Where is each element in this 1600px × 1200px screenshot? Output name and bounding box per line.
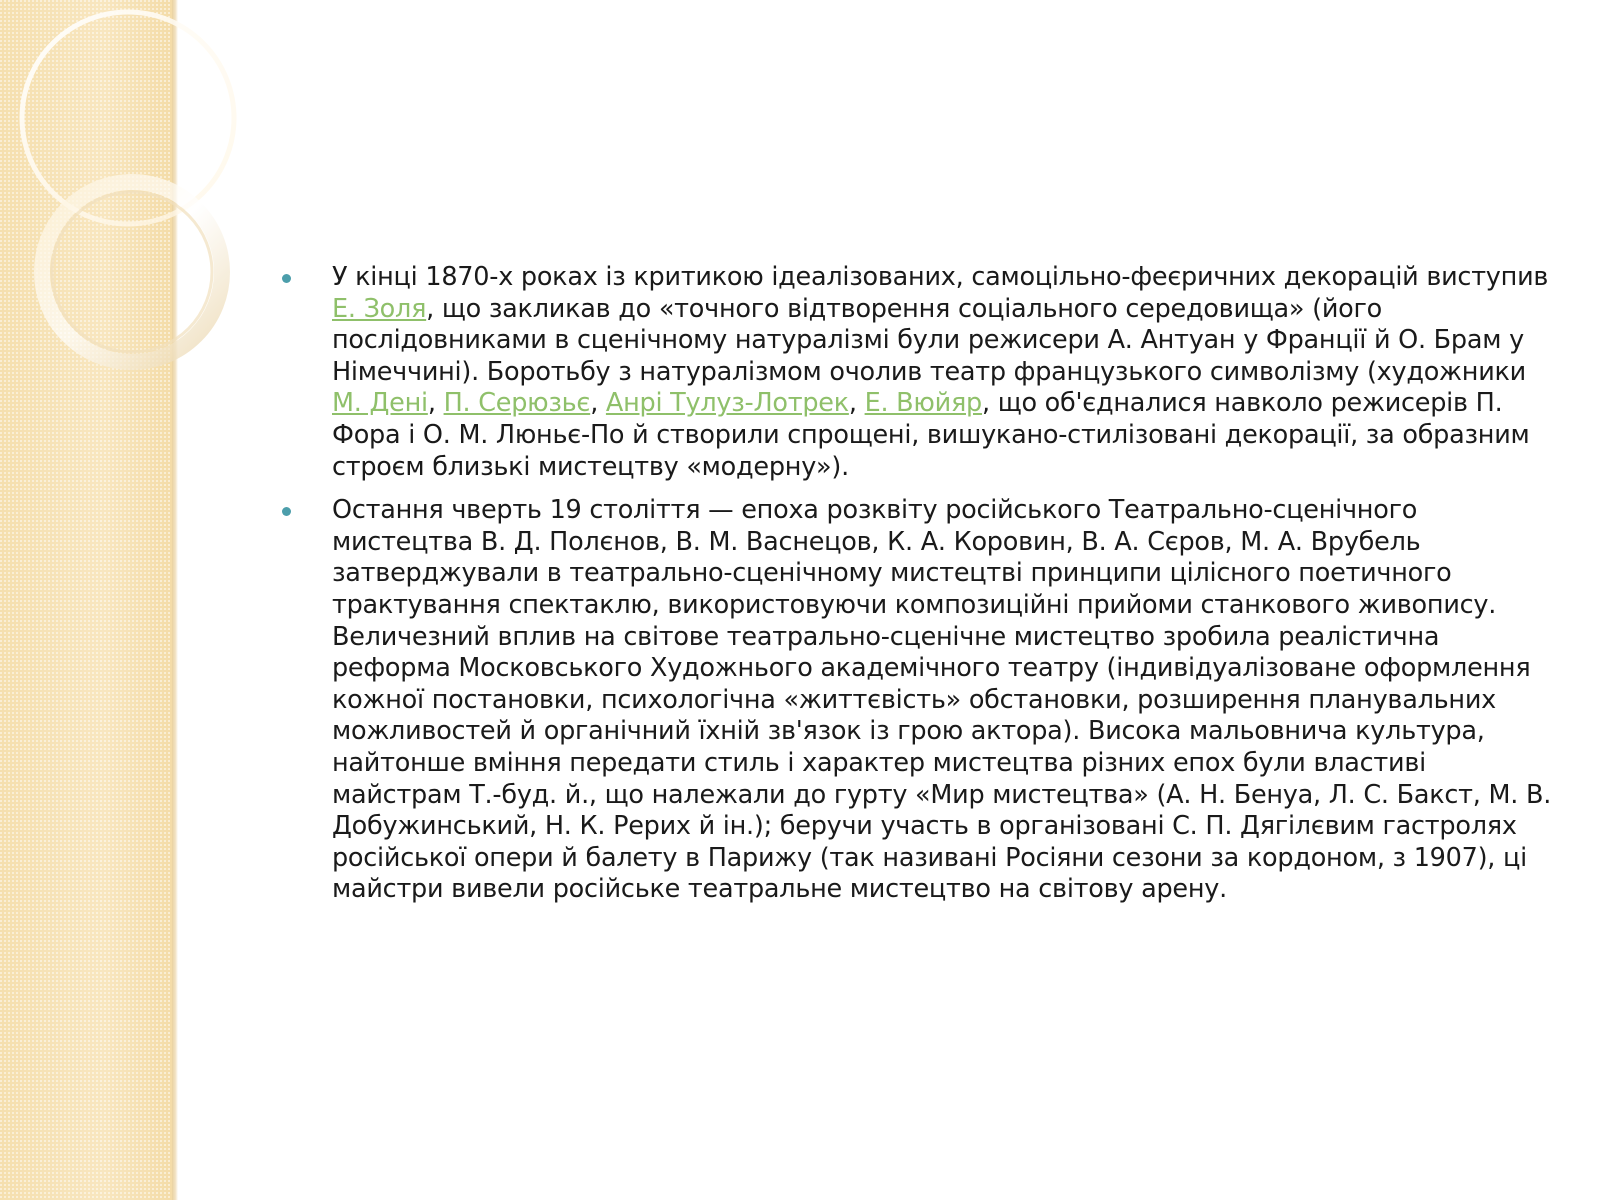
text-run: , [848,388,865,419]
lower-ring-shape [42,182,222,362]
lower-ring-inner-shape [52,192,212,352]
bullet-icon [282,274,291,283]
hyperlink[interactable]: П. Серюзьє [443,388,591,419]
text-run: У кінці 1870-х роках із критикою ідеалізованих, самоцільно-феєричних декорацій виступив [332,262,1549,292]
text-run: , що закликав до «точного відтворення соціального середовища» (його послідовниками в сценічному натуралізмі були режисери А. Антуан у Франції й О. Брам у Німеччині). Боротьбу з натуралізмом очолив театр французького символізму (художники [332,293,1526,387]
hyperlink[interactable]: Е. Золя [332,293,427,324]
text-run: , [590,388,606,419]
bullet-paragraph [332,495,1552,906]
bullet-item [282,262,1552,483]
bullet-icon [282,507,291,516]
bullet-paragraph [332,262,1552,483]
slide-body [282,262,1552,918]
bullet-item [282,495,1552,906]
text-run: , що об'єдналися навколо режисерів П. Фора і О. М. Люньє-По й створили спрощені, вишукано-стилізовані декорації, за образним строєм близькі мистецтву «модерну»). [332,388,1530,482]
text-run: , [427,388,444,419]
hyperlink[interactable]: М. Дені [332,388,428,419]
text-run: Остання чверть 19 століття — епоха розквіту російського Театрально-сценічного мистецтва В. Д. Полєнов, В. М. Васнецов, К. А. Коровин, В. А. Сєров, М. А. Врубель затверджували в театрально-сценічному мистецтві принципи цілісного поетичного трактування спектаклю, використовуючи композиційні прийоми станкового живопису. Величезний вплив на світове театрально-сценічне мистецтво зробила реалістична реформа Московського Художнього академічного театру (індивідуалізоване оформлення кожної постановки, психологічна «життєвість» обстановки, розширення планувальних можливостей й органічний їхній зв'язок із грою актора). Висока мальовнича культура, найтонше вміння передати стиль і характер мистецтва різних епох були властиві майстрам Т.-буд. й., що належали до гурту «Мир мистецтва» (А. Н. Бенуа, Л. С. Бакст, М. В. Добужинський, Н. К. Рерих й ін.); беручи участь в організовані С. П. Дягілєвим гастролях російської опери й балету в Парижу (так називані Росіяни сезони за кордоном, з 1907), ці майстри вивели російське театральне мистецтво на світову арену. [332,495,1552,905]
hyperlink[interactable]: Анрі Тулуз-Лотрек [605,388,849,419]
hyperlink[interactable]: Е. Вюйяр [864,388,982,419]
